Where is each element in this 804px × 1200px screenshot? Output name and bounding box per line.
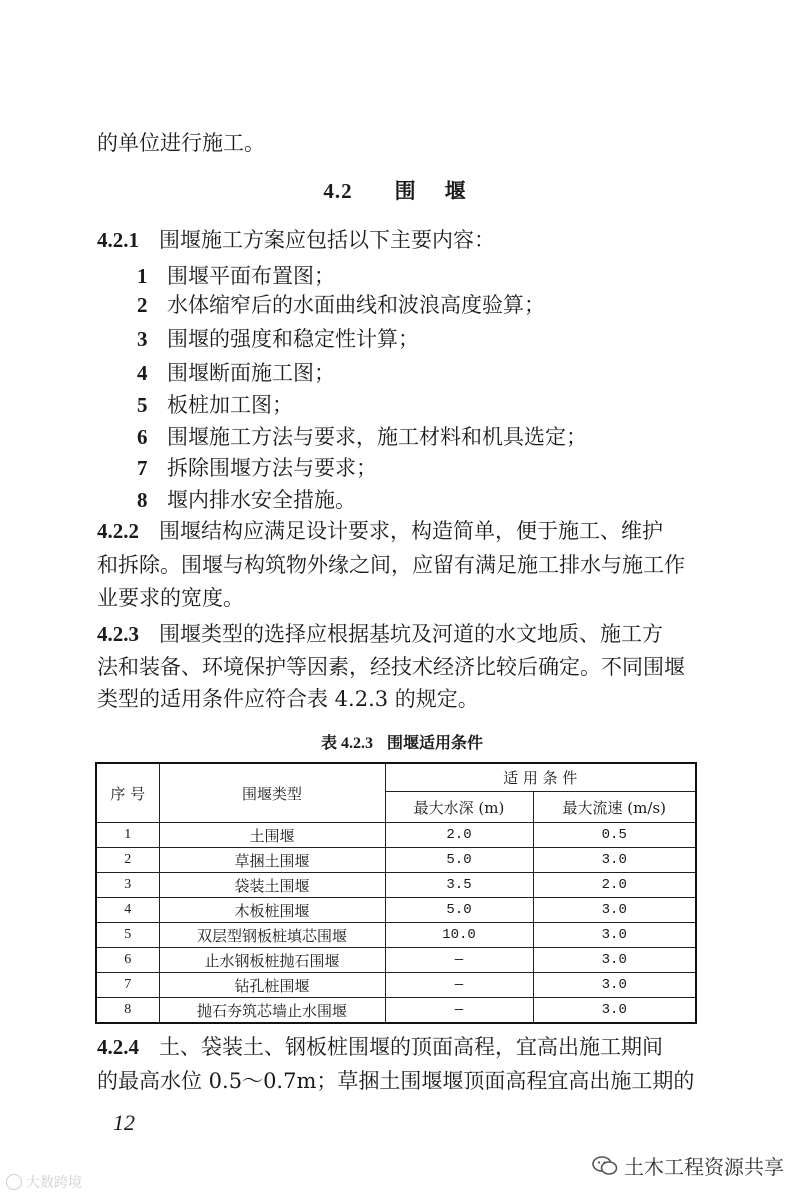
table-row: [96, 948, 696, 973]
watermark-logo-icon: [6, 1174, 22, 1190]
table-caption: 围堰适用条件: [387, 733, 484, 752]
cell-index: 5: [96, 923, 159, 948]
header-max-velocity: 最大流速 (m/s): [533, 792, 696, 823]
table-row: [96, 848, 696, 873]
cell-type: 土围堰: [159, 823, 385, 848]
clause-text-line: 类型的适用条件应符合表 4.2.3 的规定。: [97, 687, 479, 711]
cell-index: 1: [96, 823, 159, 848]
cell-type: 止水钢板桩抛石围堰: [159, 948, 385, 973]
clause-text-line: 围堰结构应满足设计要求，构造简单，便于施工、维护: [159, 519, 664, 543]
list-item-number: 5: [137, 393, 148, 417]
watermark-text: 土木工程资源共享: [624, 1155, 784, 1179]
cell-index: 2: [96, 848, 159, 873]
cell-velocity: 3.0: [533, 973, 696, 998]
list-item: [137, 390, 293, 420]
list-item: [137, 358, 335, 388]
clause-text-line: 业要求的宽度。: [97, 586, 244, 610]
table-row: [96, 898, 696, 923]
list-item-text: 围堰平面布置图；: [167, 264, 335, 288]
list-item: [137, 290, 545, 320]
header-max-depth: 最大水深 (m): [385, 792, 533, 823]
list-item-number: 8: [137, 488, 148, 512]
table-row: [96, 823, 696, 848]
clause-text-line: 法和装备、环境保护等因素，经技术经济比较后确定。不同围堰: [97, 655, 685, 679]
cell-velocity: 3.0: [533, 948, 696, 973]
list-item-number: 2: [137, 293, 148, 317]
table-row: [96, 998, 696, 1024]
list-item: [137, 485, 356, 515]
cell-type: 草捆土围堰: [159, 848, 385, 873]
cell-velocity: 3.0: [533, 998, 696, 1024]
header-index: 序 号: [96, 763, 159, 823]
list-item-text: 板桩加工图；: [167, 393, 293, 417]
intro-line: 的单位进行施工。: [97, 131, 265, 155]
cell-velocity: 2.0: [533, 873, 696, 898]
clause-number: 4.2.3: [97, 622, 139, 646]
cell-velocity: 0.5: [533, 823, 696, 848]
list-item-number: 1: [137, 264, 148, 288]
table-row: [96, 873, 696, 898]
cell-index: 4: [96, 898, 159, 923]
cell-index: 8: [96, 998, 159, 1024]
watermark-text: 大数跨境: [26, 1175, 82, 1191]
cell-depth: 10.0: [385, 923, 533, 948]
cell-type: 木板桩围堰: [159, 898, 385, 923]
list-item: [137, 453, 377, 483]
cell-index: 6: [96, 948, 159, 973]
section-heading: [0, 175, 804, 205]
cell-type: 钻孔桩围堰: [159, 973, 385, 998]
section-number: 4.2: [323, 179, 353, 203]
section-title-char-1: 围: [394, 178, 417, 203]
cell-velocity: 3.0: [533, 898, 696, 923]
list-item-number: 4: [137, 361, 148, 385]
clause-4-2-2: [97, 516, 663, 546]
cell-depth: 3.5: [385, 873, 533, 898]
cell-index: 3: [96, 873, 159, 898]
page-number: 12: [113, 1110, 135, 1135]
clause-4-2-4: [97, 1032, 663, 1062]
wechat-icon: [592, 1156, 618, 1176]
list-item-number: 6: [137, 425, 148, 449]
cofferdam-conditions-table: [95, 762, 697, 1024]
cell-type: 双层型钢板桩填芯围堰: [159, 923, 385, 948]
table-number: 表 4.2.3: [320, 735, 373, 752]
list-item-text: 水体缩窄后的水面曲线和波浪高度验算；: [167, 293, 545, 317]
table-row: [96, 923, 696, 948]
cell-depth: —: [385, 948, 533, 973]
cell-depth: 5.0: [385, 848, 533, 873]
list-item: [137, 422, 587, 452]
table-title: [0, 730, 804, 753]
list-item-text: 拆除围堰方法与要求；: [167, 456, 377, 480]
clause-number: 4.2.4: [97, 1035, 139, 1059]
list-item-text: 围堰断面施工图；: [167, 361, 335, 385]
cell-velocity: 3.0: [533, 923, 696, 948]
clause-number: 4.2.2: [97, 519, 139, 543]
list-item: [137, 261, 335, 291]
corner-watermark: [6, 1172, 82, 1192]
cell-index: 7: [96, 973, 159, 998]
clause-text-line: 围堰类型的选择应根据基坑及河道的水文地质、施工方: [159, 622, 664, 646]
cell-type: 袋装土围堰: [159, 873, 385, 898]
source-watermark: [592, 1151, 784, 1180]
list-item-text: 围堰施工方法与要求，施工材料和机具选定；: [167, 425, 587, 449]
table-row: [96, 973, 696, 998]
list-item-number: 3: [137, 327, 148, 351]
cell-depth: 2.0: [385, 823, 533, 848]
list-item-text: 围堰的强度和稳定性计算；: [167, 327, 419, 351]
clause-4-2-1: [97, 225, 495, 255]
clause-text-line: 和拆除。围堰与构筑物外缘之间，应留有满足施工排水与施工作: [97, 553, 685, 577]
cell-depth: —: [385, 998, 533, 1024]
clause-text-line: 的最高水位 0.5～0.7m；草捆土围堰堰顶面高程宜高出施工期的: [97, 1069, 695, 1093]
cell-velocity: 3.0: [533, 848, 696, 873]
cell-depth: 5.0: [385, 898, 533, 923]
list-item-number: 7: [137, 456, 148, 480]
clause-text: 围堰施工方案应包括以下主要内容：: [159, 228, 496, 252]
header-conditions: 适 用 条 件: [385, 763, 696, 792]
clause-4-2-3: [97, 619, 663, 649]
cell-depth: —: [385, 973, 533, 998]
section-title-char-2: 堰: [444, 178, 467, 203]
list-item: [137, 324, 419, 354]
cell-type: 抛石夯筑芯墙止水围堰: [159, 998, 385, 1024]
header-type: 围堰类型: [159, 763, 385, 823]
clause-number: 4.2.1: [97, 228, 139, 252]
clause-text-line: 土、袋装土、钢板桩围堰的顶面高程，宜高出施工期间: [159, 1035, 664, 1059]
list-item-text: 堰内排水安全措施。: [167, 488, 356, 512]
